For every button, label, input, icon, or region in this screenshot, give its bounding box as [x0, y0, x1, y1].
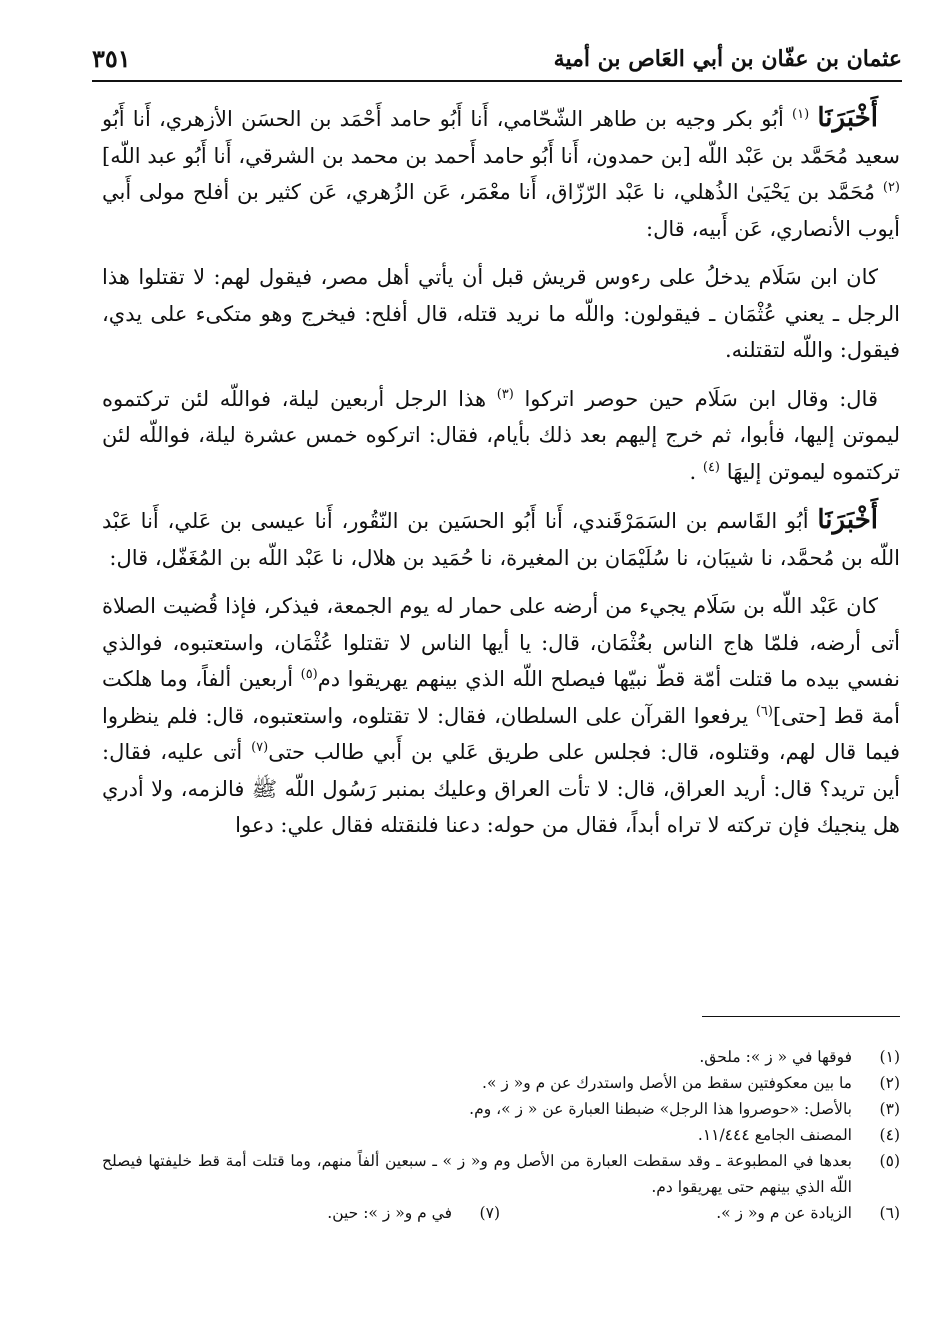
footnote-marker: (١)	[792, 107, 810, 122]
paragraph-5	[102, 588, 900, 844]
footnote-marker: (٥)	[300, 667, 318, 682]
paragraph-text: هذا الرجل أربعين ليلة، فواللّه لئن تركتموه ليموتن إليها، فأبوا، ثم خرج إليهم بعد ذلك بأيام، فقال: اتركوه خمس عشرة ليلة، فواللّه لئن تركتموه ليموتن إليهَا	[102, 386, 900, 484]
paragraph-text: .	[689, 459, 703, 484]
footnote-number: (٣)	[879, 1100, 900, 1118]
footnote-text: في م و« ز »: حين.	[327, 1204, 452, 1222]
footnote-1	[102, 1044, 900, 1070]
paragraph-4	[102, 502, 900, 576]
footnote-number: (٦)	[879, 1204, 900, 1222]
main-text	[102, 100, 900, 856]
footnote-number: (٧)	[479, 1204, 500, 1222]
footnote-4	[102, 1122, 900, 1148]
paragraph-2	[102, 259, 900, 369]
paragraph-text: مُحَمَّد بن يَحْيَىٰ الذُهلي، نا عَبْد الرّزّاق، أَنا معْمَر، عَن الزُهري، عَن كثير بن أفلح مولى أَبي أيوب الأنصاري، عَن أَبيه، قال:	[102, 180, 900, 241]
paragraph-3	[102, 381, 900, 491]
footnote-3	[102, 1096, 900, 1122]
running-title: عثمان بن عفّان بن أبي العَاص بن أمية	[553, 46, 902, 72]
footnote-number: (٢)	[879, 1074, 900, 1092]
footnote-text: الزيادة عن م و« ز ».	[716, 1204, 852, 1222]
paragraph-text: أبُو القَاسم بن السَمَرْقَندي، أَنا أَبُو الحسَين بن النّقُور، أَنا عيسى بن عَلي، أَنا عَبْد اللّه بن مُحمَّد، نا شيبَان، نا سُلَيْمَان بن المغيرة، نا حُمَيد بن هلال، نا عَبْد اللّه بن المُغَفّل، قال:	[102, 509, 900, 570]
footnote-text: المصنف الجامع ١١/٤٤٤.	[697, 1126, 852, 1144]
footnotes	[102, 1044, 900, 1226]
footnote-marker: (٦)	[755, 703, 773, 719]
footnote-text: بعدها في المطبوعة ـ وقد سقطت العبارة من الأصل وم و« ز » ـ سبعين ألفاً منهم، وما قتلت أمة قط خليفتها فيصلح اللّه الذي بينهم حتى يهريقوا دم.	[102, 1152, 852, 1196]
footnote-number: (١)	[879, 1048, 900, 1066]
footnote-text: بالأصل: «حوصروا هذا الرجل» ضبطنا العبارة عن « ز »، وم.	[469, 1100, 852, 1118]
footnote-marker: (٤)	[702, 459, 720, 475]
paragraph-text: أربعين ألفاً، وما هلكت أمة قط [حتى]	[102, 667, 900, 728]
footnote-2	[102, 1070, 900, 1096]
footnote-6	[500, 1200, 900, 1226]
footnote-divider	[702, 1016, 900, 1017]
page-number: ٣٥١	[92, 44, 131, 73]
paragraph-text: يرفعوا القرآن على السلطان، فقال: لا تقتلوه، واستعتبوه، قال: فلم ينظروا فيما قال لهم، وقتلوه، قال: فجلس على طريق عَلي بن أَبي طالب حتى	[102, 703, 900, 764]
paragraph-text: كان ابن سَلَام يدخلُ على رءوس قريش قبل أن يأتي أهل مصر، فيقول لهم: لا تقتلوا هذا الرجل ـ يعني عُثْمَان ـ فيقولون: واللّه ما نريد قتله، قال أفلح: فيخرج وهو متكىء على يدي، فيقول: واللّه لتقتلنه.	[102, 265, 900, 362]
paragraph-text: كان عَبْد اللّه بن سَلَام يجيء من أرضه على حمار له يوم الجمعة، فيذكر، فإذا قُضيت الصلاة أتى أرضه، فلمّا هاج الناس بعُثْمَان، قال: يا أيها الناس لا تقتلوا عُثْمَان، واستعتبوه، فوالذي نفسي بيده ما قتلت أمّة قطّ نبيّها فيصلح اللّه الذي بينهم يهريقوا دم	[102, 594, 900, 691]
footnote-text: فوقها في « ز »: ملحق.	[699, 1048, 852, 1066]
footnote-marker: (٧)	[251, 740, 269, 755]
footnote-row	[102, 1200, 900, 1226]
footnote-7	[327, 1200, 500, 1226]
paragraph-1	[102, 100, 900, 247]
paragraph-text: قال: وقال ابن سَلَام حين حوصر اتركوا	[524, 386, 878, 411]
footnote-marker: (٢)	[882, 180, 900, 195]
footnote-text: ما بين معكوفتين سقط من الأصل واستدرك عن م و« ز ».	[482, 1074, 852, 1092]
paragraph-text: أبُو بكر وجيه بن طاهر الشّحّامي، أَنا أَبُو حامد أَحْمَد بن الحسَن الأزهري، أَنا أَبُو سعيد مُحَمَّد بن عَبْد اللّه [بن حمدون، أَنا أَبُو حامد أَحمد بن محمد بن الشرقي، أَنا أَبُو عبد اللّه]	[102, 107, 900, 168]
page-header	[92, 40, 902, 82]
lead-word: أَخْبَرَنَا	[817, 103, 878, 133]
footnote-number: (٥)	[879, 1152, 900, 1170]
footnote-marker: (٣)	[496, 386, 514, 402]
lead-word: أَخْبَرَنَا	[817, 505, 878, 535]
paragraph-text: أتى عليه، فقال: أين تريد؟ قال: أريد العراق، قال: لا تأت العراق وعليك بمنبر رَسُول اللّه ﷺ فالزمه، ولا أدري هل ينجيك فإن تركته لا تراه أبداً، فقال من حوله: دعنا فلنقتله فقال علي: دعوا	[102, 740, 900, 837]
footnote-number: (٤)	[879, 1126, 900, 1144]
footnote-5	[102, 1148, 900, 1200]
